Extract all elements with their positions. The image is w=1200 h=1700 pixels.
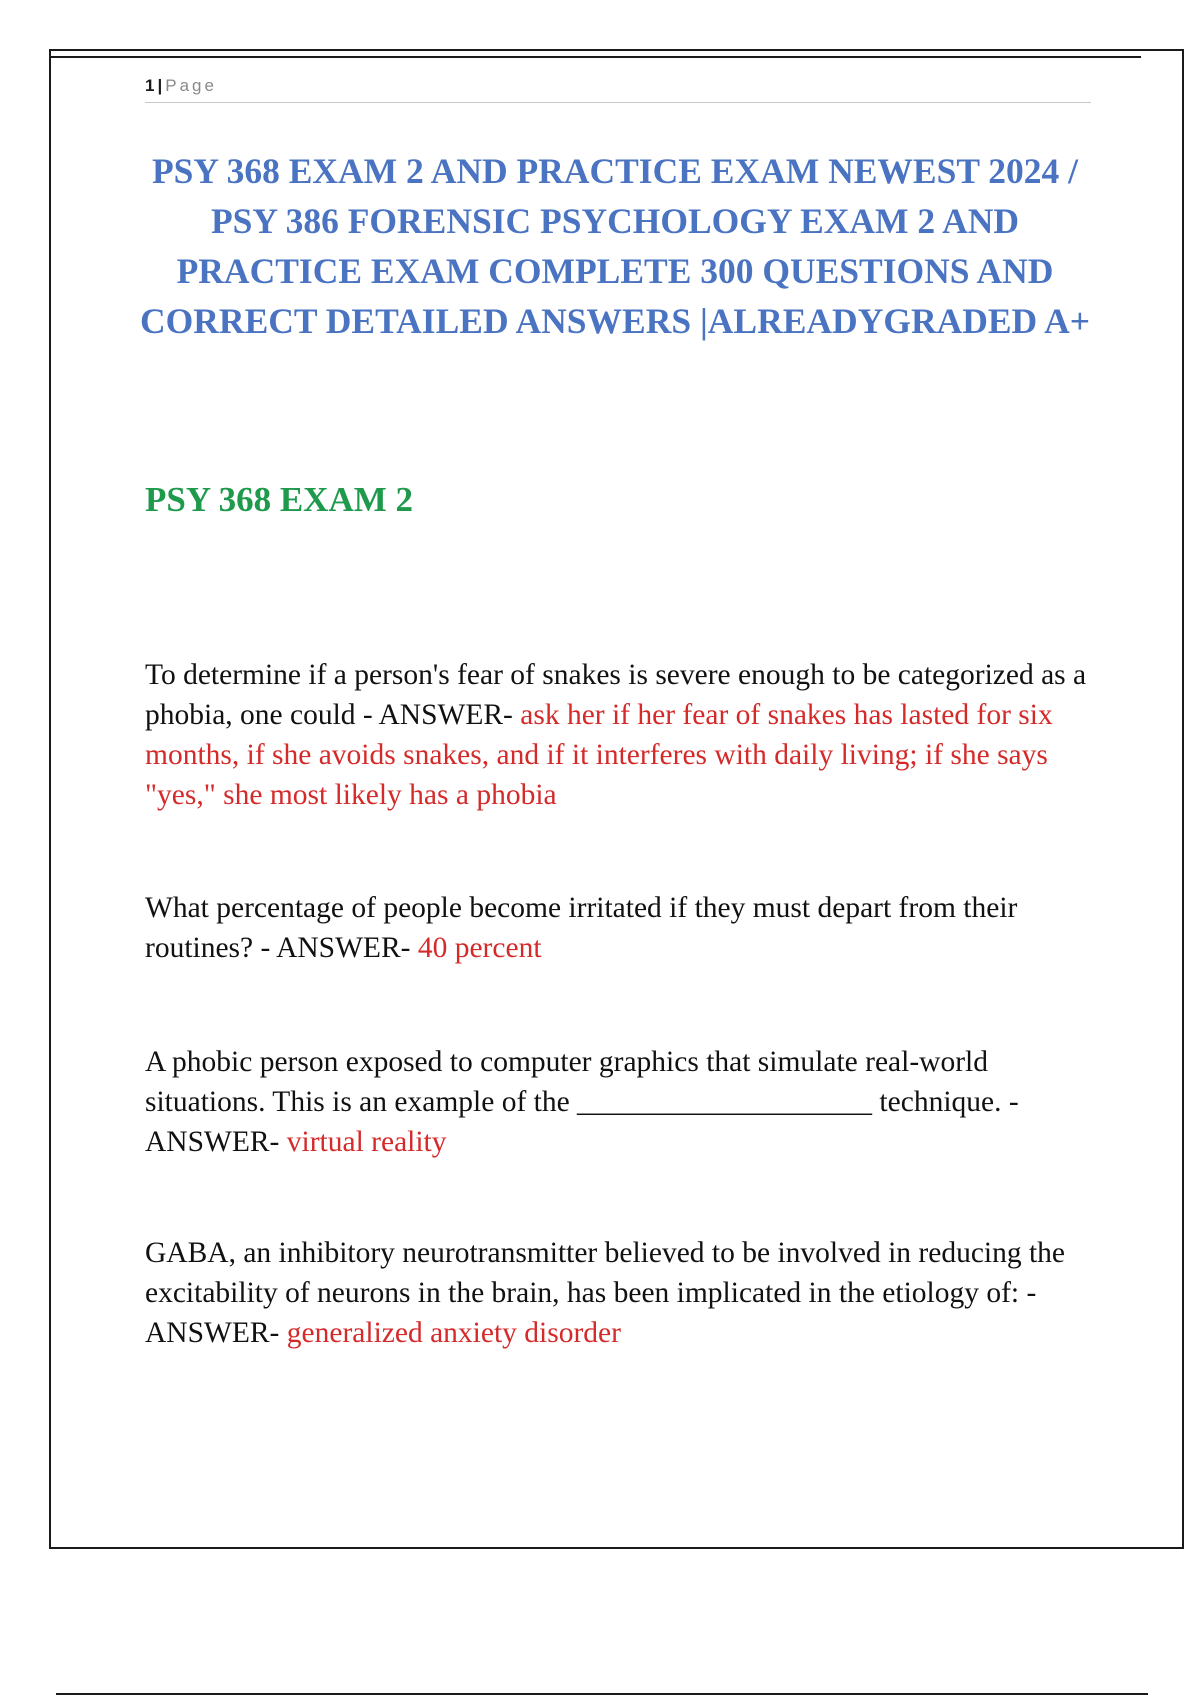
qa-item (145, 1042, 1090, 1162)
document-title: PSY 368 EXAM 2 AND PRACTICE EXAM NEWEST 2024 / PSY 386 FORENSIC PSYCHOLOGY EXAM 2 AND PRACTICE EXAM COMPLETE 300 QUESTIONS AND CORRECT DETAILED ANSWERS |ALREADYGRADED A+ (140, 151, 1090, 341)
bottom-rule (56, 1693, 1148, 1695)
question-text: GABA, an inhibitory neurotransmitter believed to be involved in reducing the excitability of neurons in the brain, has been implicated in the etiology of: - ANSWER- (145, 1237, 1066, 1349)
qa-item (145, 888, 1090, 968)
answer-text: ask her if her fear of snakes has lasted for six months, if she avoids snakes, and if it interferes with daily living; if she says "yes," she most likely has a phobia (145, 699, 1053, 811)
section-heading: PSY 368 EXAM 2 (145, 480, 414, 519)
question-text: A phobic person exposed to computer graphics that simulate real-world situations. This is an example of the ____________________ technique. - ANSWER- (145, 1046, 1019, 1158)
answer-text: 40 percent (417, 932, 542, 964)
answer-text: generalized anxiety disorder (286, 1317, 621, 1349)
page-word: Page (165, 76, 217, 95)
page-header (145, 74, 1091, 103)
answer-text: virtual reality (286, 1126, 447, 1158)
question-text: What percentage of people become irritated if they must depart from their routines? - ANSWER- (145, 892, 1018, 964)
qa-item (145, 1233, 1090, 1353)
top-rule (49, 56, 1141, 58)
question-text: To determine if a person's fear of snakes is severe enough to be categorized as a phobia, one could - ANSWER- (145, 659, 1087, 731)
qa-item (145, 655, 1090, 815)
page-separator: | (157, 76, 163, 95)
page-number: 1 (145, 76, 155, 95)
